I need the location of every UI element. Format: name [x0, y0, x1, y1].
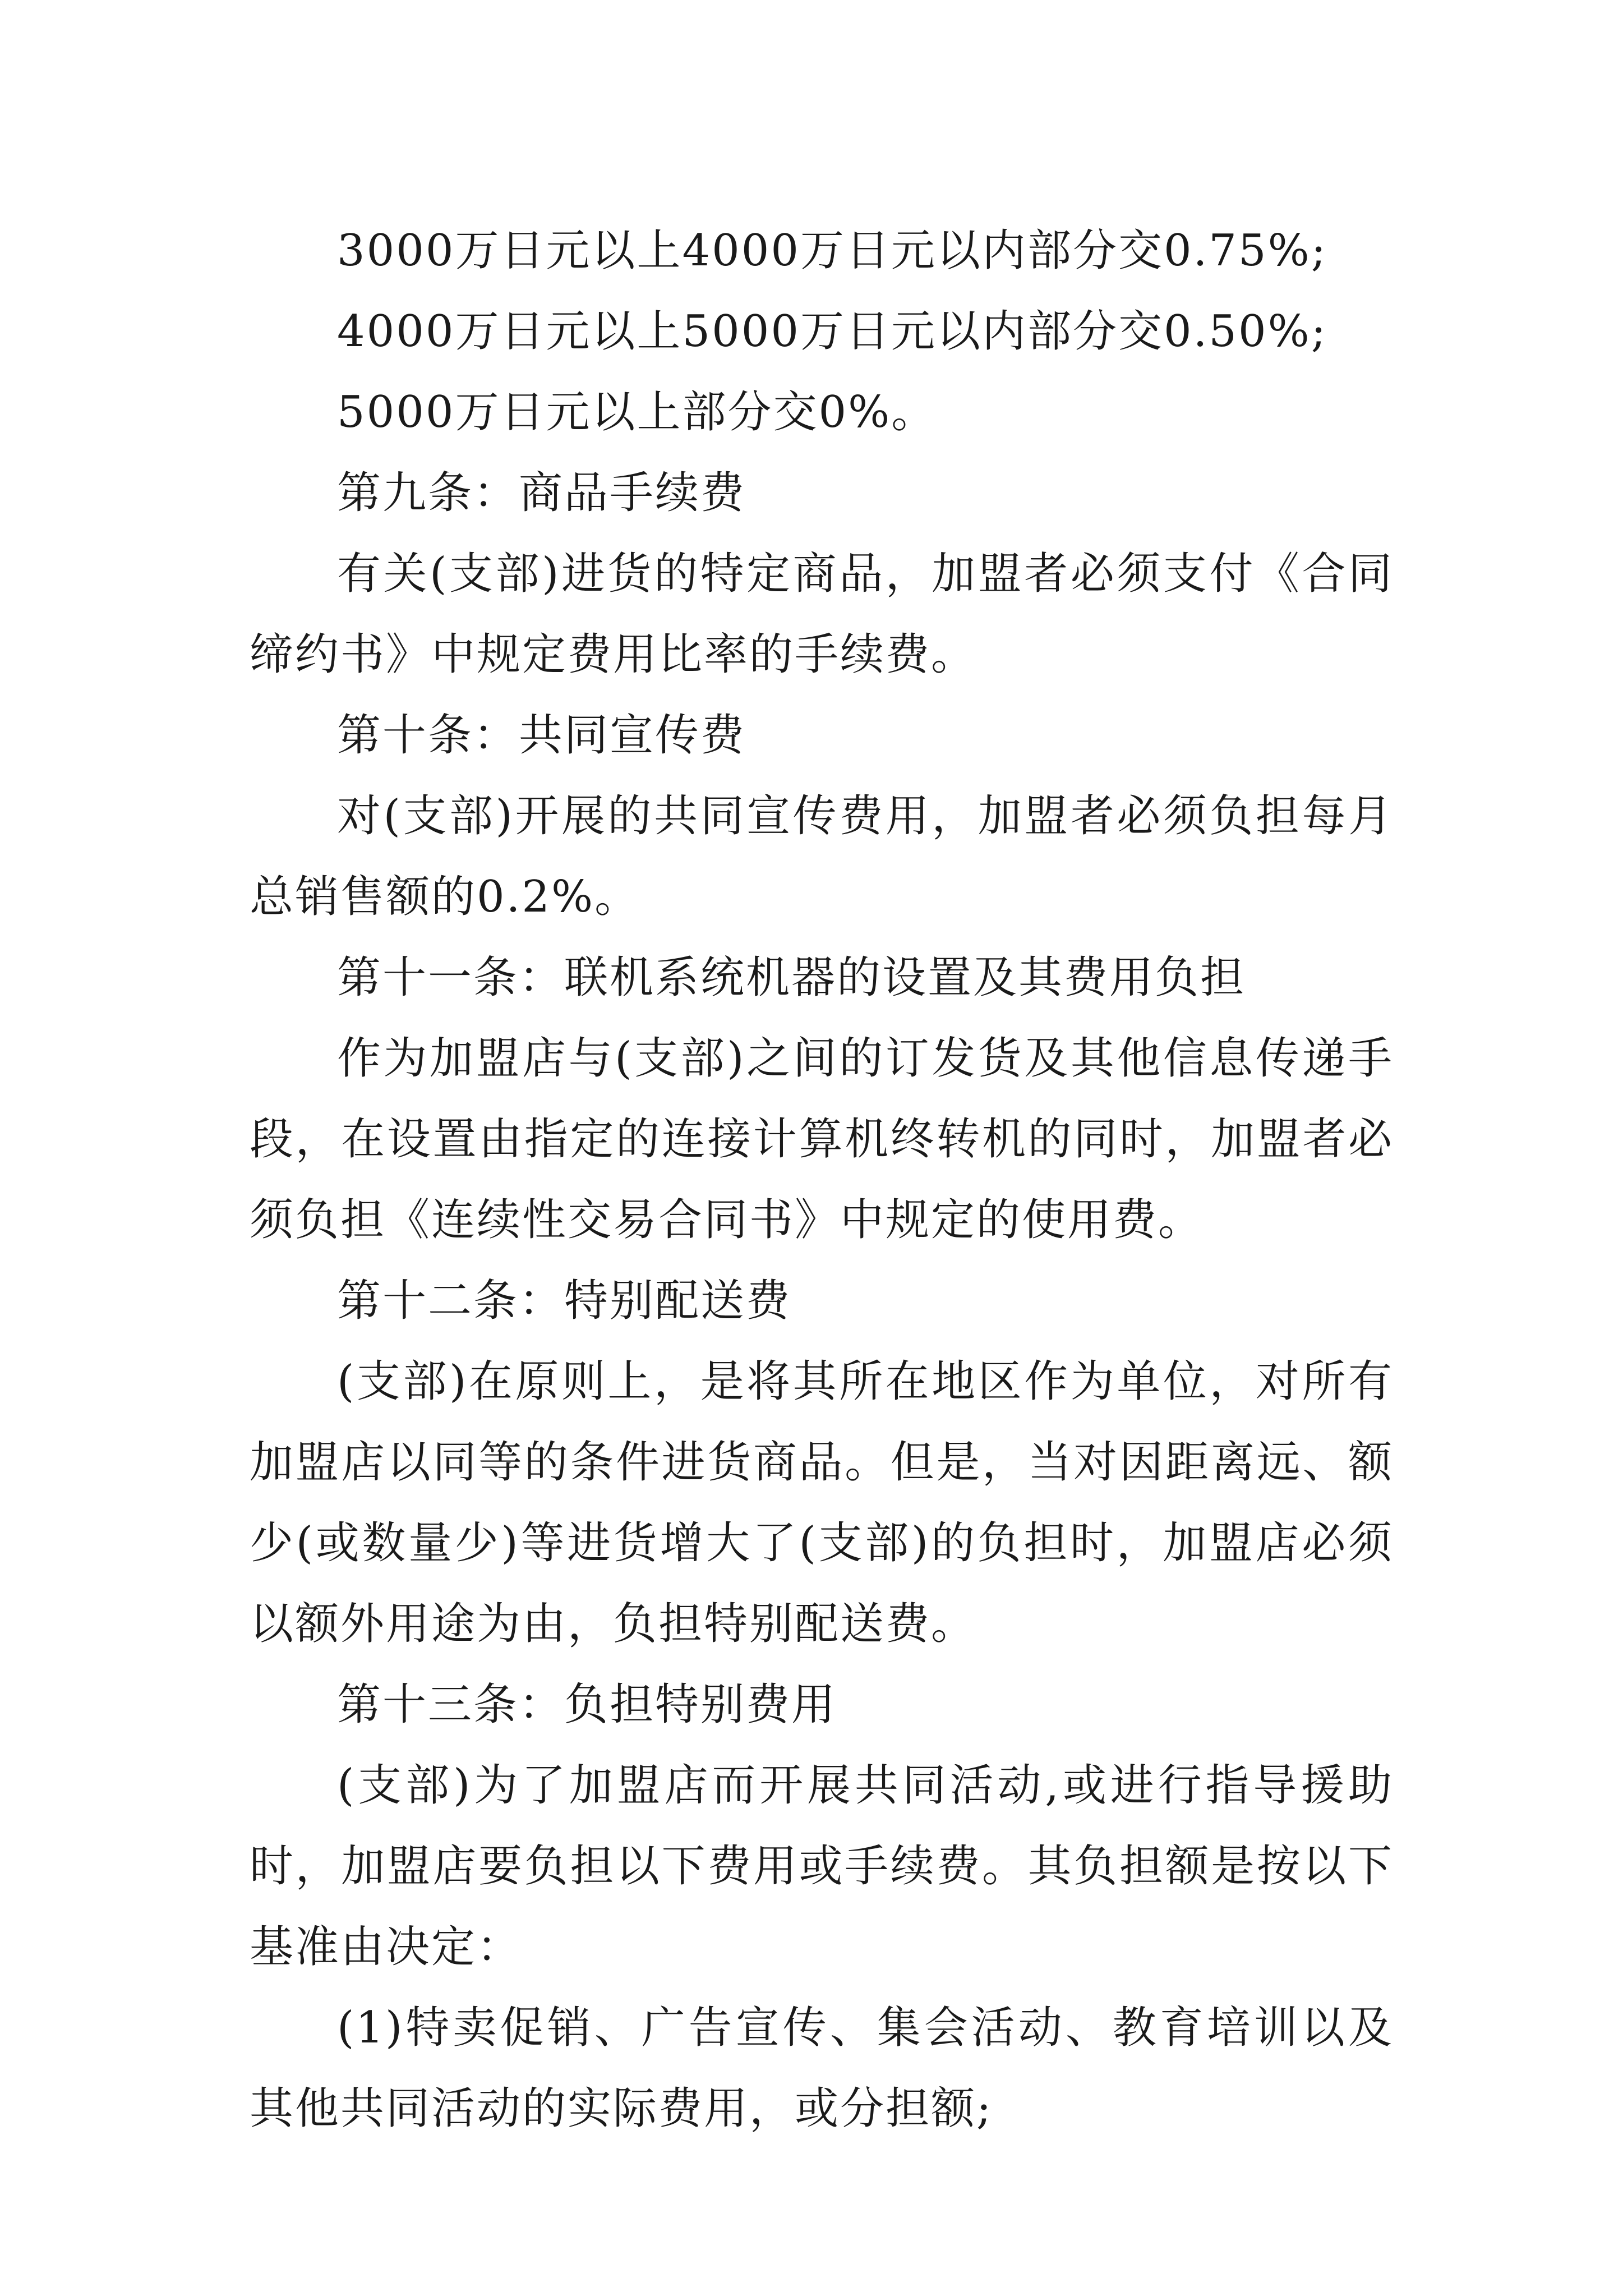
article-13-body: (支部)为了加盟店而开展共同活动,或进行指导援助时，加盟店要负担以下费用或手续费。其负担额是按以下基准由决定：	[250, 1760, 1394, 1972]
article-11-body: 作为加盟店与(支部)之间的订发货及其他信息传递手段，在设置由指定的连接计算机终转机的同时，加盟者必须负担《连续性交易合同书》中规定的使用费。	[250, 1033, 1394, 1245]
article-12-heading: 第十二条：特别配送费	[337, 1276, 792, 1326]
fee-tier-above-5000: 5000万日元以上部分交0%。	[337, 387, 937, 438]
fee-tier-3000-4000: 3000万日元以上4000万日元以内部分交0.75%;	[337, 226, 1328, 276]
article-13-item-1: (1)特卖促销、广告宣传、集会活动、教育培训以及其他共同活动的实际费用，或分担额;	[250, 2003, 1394, 2134]
article-13-heading: 第十三条：负担特别费用	[337, 1680, 837, 1730]
article-10-body: 对(支部)开展的共同宣传费用，加盟者必须负担每月总销售额的0.2%。	[250, 791, 1394, 922]
article-12-body: (支部)在原则上，是将其所在地区作为单位，对所有加盟店以同等的条件进货商品。但是，当对因距离远、额少(或数量少)等进货增大了(支部)的负担时，加盟店必须以额外用途为由，负担特别配送费。	[250, 1356, 1394, 1649]
article-11-heading: 第十一条：联机系统机器的设置及其费用负担	[337, 953, 1246, 1003]
article-9-body: 有关(支部)进货的特定商品，加盟者必须支付《合同缔约书》中规定费用比率的手续费。	[250, 549, 1394, 680]
document-body	[250, 210, 1394, 2149]
article-9-heading: 第九条：商品手续费	[337, 468, 746, 518]
article-10-heading: 第十条：共同宣传费	[337, 710, 746, 761]
fee-tier-4000-5000: 4000万日元以上5000万日元以内部分交0.50%;	[337, 306, 1328, 357]
